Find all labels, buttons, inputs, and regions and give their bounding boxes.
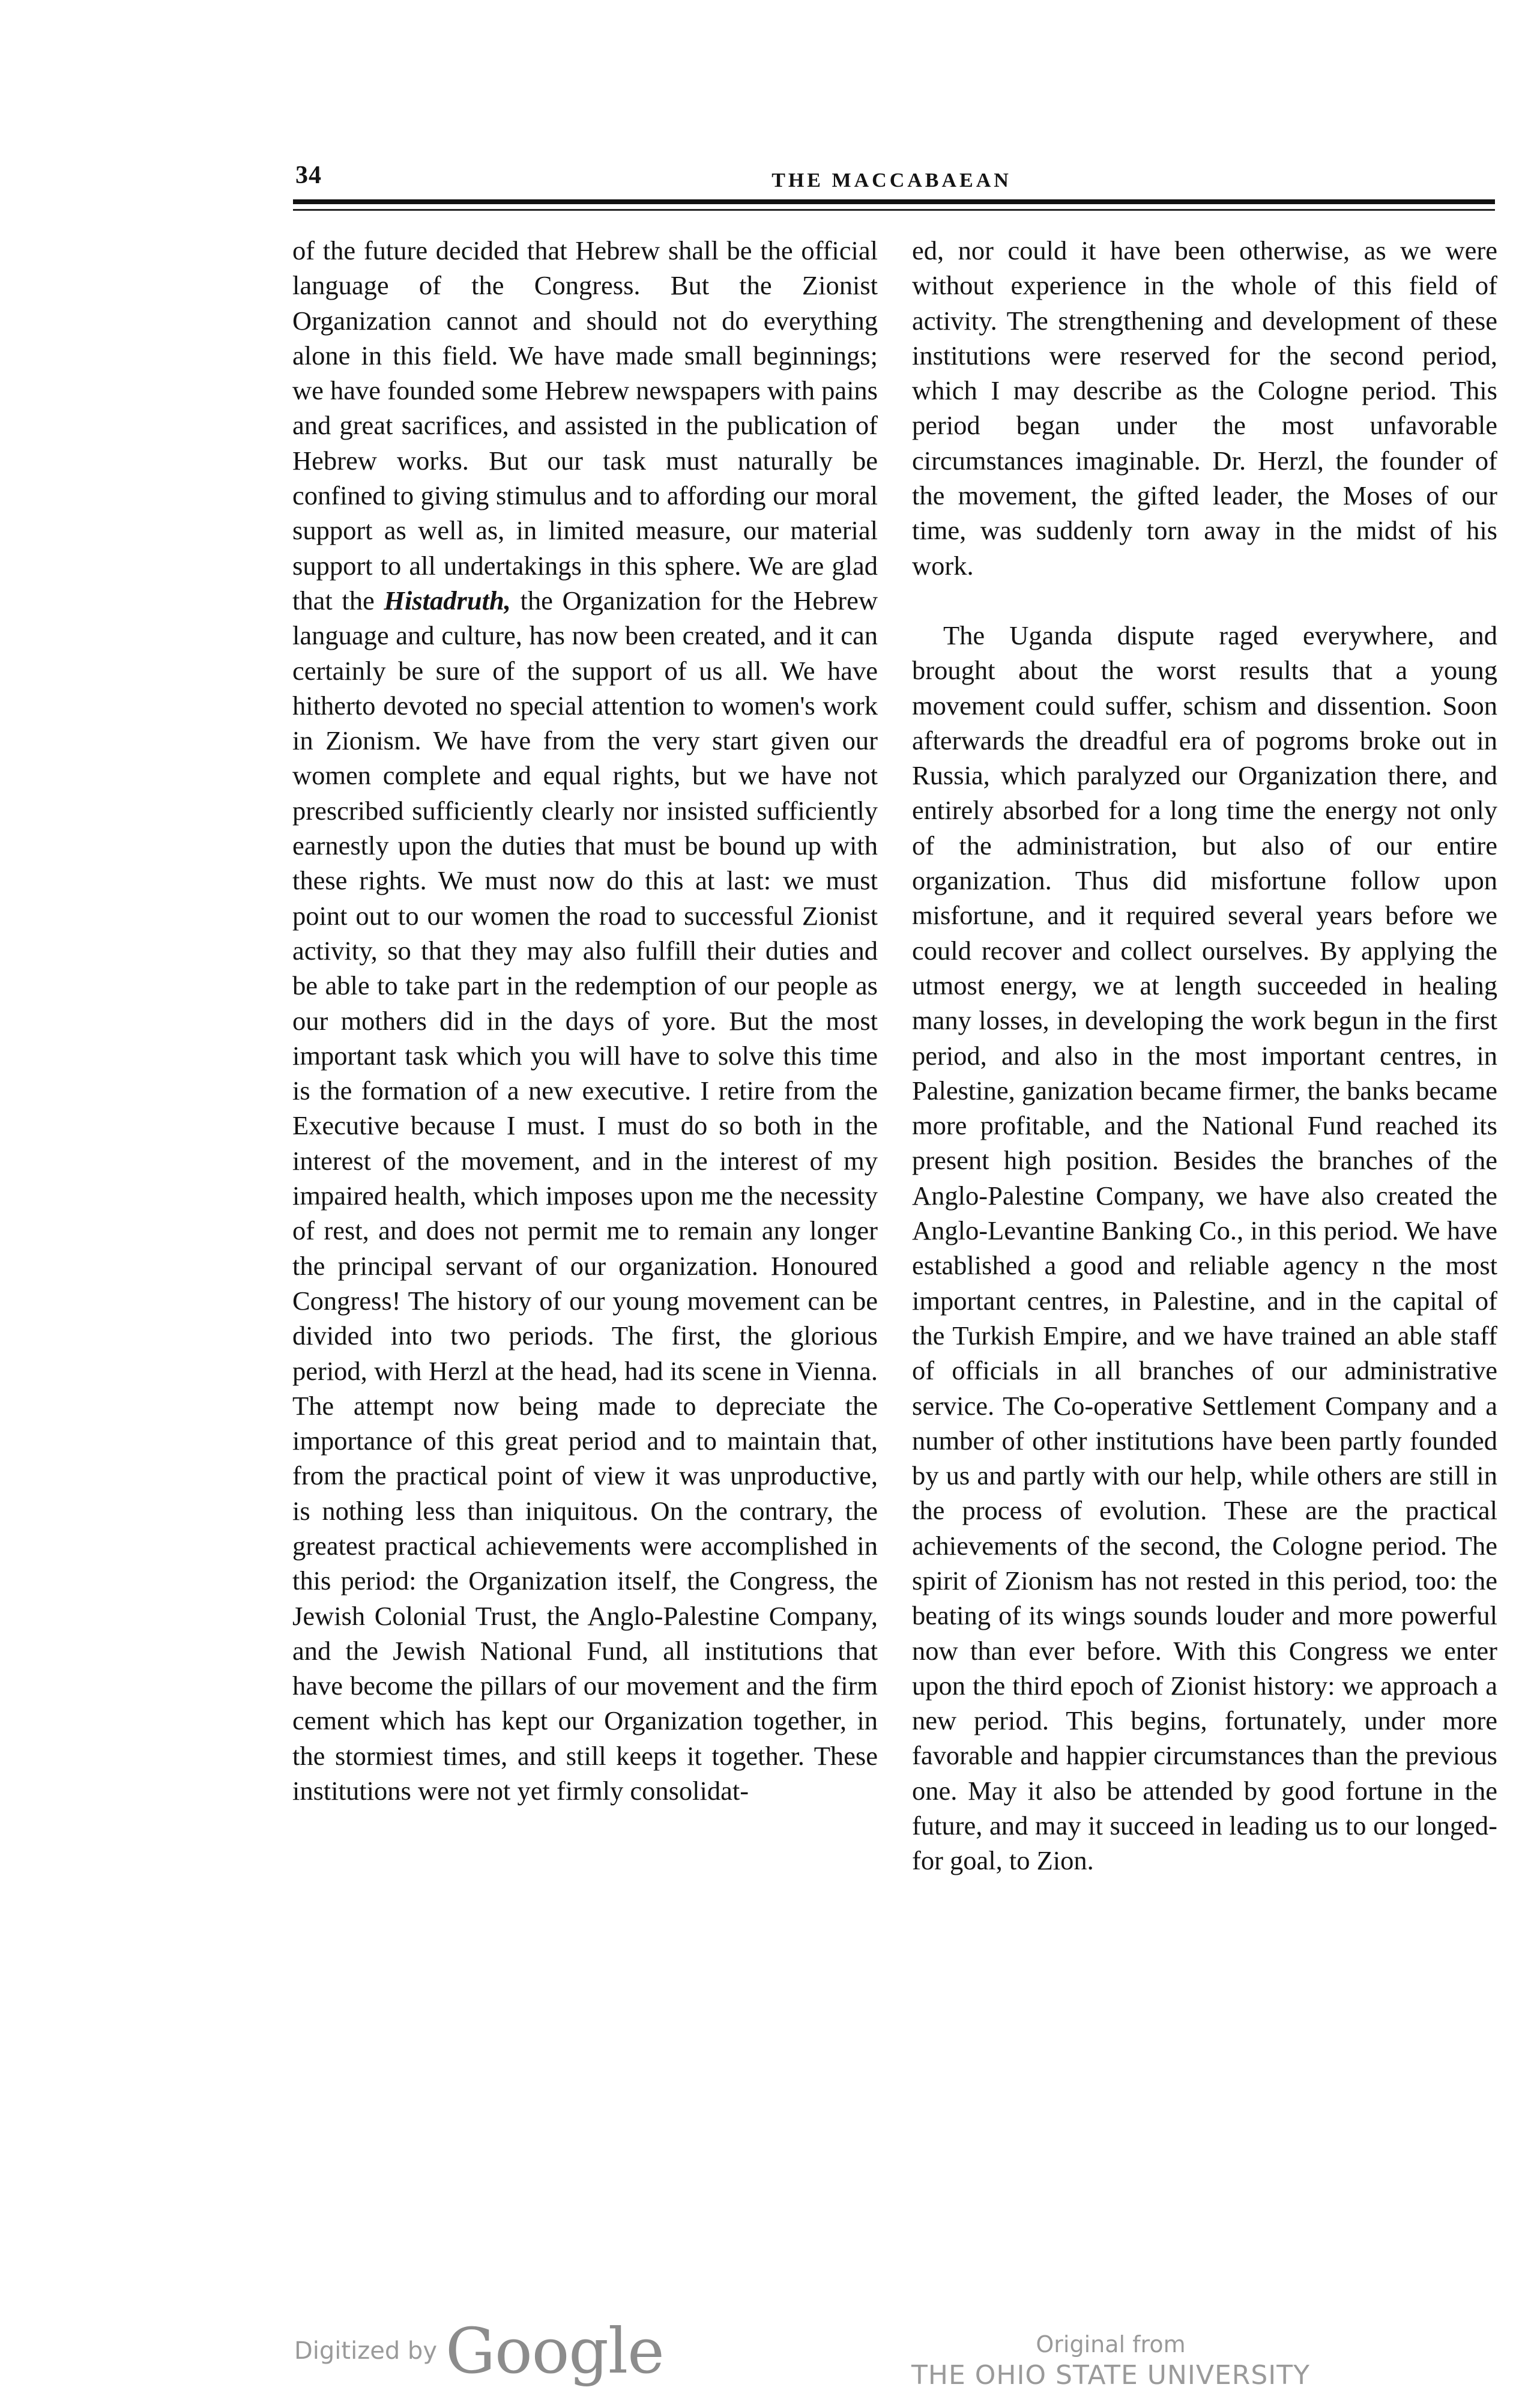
header-rule-thick — [293, 199, 1495, 204]
left-column — [292, 233, 878, 1808]
left-paragraph — [292, 233, 878, 1808]
histadruth-emphasis: Histadruth, — [384, 585, 511, 616]
digitized-by-label: Digitized by — [294, 2337, 437, 2365]
original-source-watermark — [865, 2330, 1357, 2392]
left-text-start: of the future decided that Hebrew shall be the official language of the Congress. But the Zionist Organization cannot and should not do everything alone in this field. We have made small beginnings; we have founded some Hebrew newspapers with pains and great sacrifices, and assisted in the publication of Hebrew works. But our task must naturally be confined to giving stimulus and to affording our moral support as well as, in limited measure, our material support to all undertakings in this sphere. We are glad that the — [292, 235, 878, 616]
right-paragraph-1: ed, nor could it have been otherwise, as we were without experience in the whole of this field of activity. The strengthening and development of these institutions were reserved for the second period, which I may describe as the Cologne period. This period began under the most unfavorable circumstances imaginable. Dr. Herzl, the founder of the movement, the gifted leader, the Moses of our time, was suddenly torn away in the midst of his work. — [912, 235, 1497, 581]
google-logo: Google — [445, 2314, 664, 2388]
running-title: THE MACCABAEAN — [772, 169, 1012, 192]
right-paragraph-2: The Uganda dispute raged everywhere, and brought about the worst results that a young movement could suffer, schism and dissention. Soon afterwards the dreadful era of pogroms broke out in Russia, which paralyzed our Organization there, and entirely absorbed for a long time the energy not only of the administration, but also of our entire organization. Thus did misfortune follow upon misfortune, and it required several years before we could recover and collect ourselves. By applying the utmost energy, we at length succeeded in healing many losses, in developing the work begun in the first period, and also in the most important centres, in Palestine, ganization became firmer, the banks became more profitable, and the National Fund reached its present high position. Besides the branches of the Anglo-Palestine Company, we have also created the Anglo-Levantine Banking Co., in this period. We have established a good and reliable agency n the most important centres, in Palestine, and in the capital of the Turkish Empire, and we have trained an able staff of officials in all branches of our administrative service. The Co-operative Settlement Company and a number of other institutions have been partly founded by us and partly with our help, while others are still in the process of evolution. These are the practical achievements of the second, the Cologne period. The spirit of Zionism has not rested in this period, too: the beating of its wings sounds louder and more powerful now than ever before. With this Congress we enter upon the third epoch of Zionist history: we approach a new period. This begins, fortunately, under more favorable and happier circumstances than the previous one. May it also be attended by good fortune in the future, and may it succeed in leading us to our longed-for goal, to Zion. — [912, 620, 1497, 1876]
original-from-label: Original from — [1036, 2331, 1186, 2358]
right-column — [912, 233, 1497, 1878]
digitized-by-google-watermark — [294, 2315, 664, 2387]
left-text-rest: the Organization for the Hebrew language and culture, has now been created, and it can certainly be sure of the support of us all. We have hitherto devoted no special attention to women's work in Zionism. We have from the very start given our women complete and equal rights, but we have not prescribed sufficiently clearly nor insisted sufficiently earnestly upon the duties that must be bound up with these rights. We must now do this at last: we must point out to our women the road to successful Zionist activity, so that they may also fulfill their duties and be able to take part in the redemption of our people as our mothers did in the days of yore. But the most important task which you will have to solve this time is the formation of a new executive. I retire from the Executive because I must. I must do so both in the interest of the movement, and in the interest of my impaired health, which imposes upon me the necessity of rest, and does not permit me to remain any longer the principal servant of our organization. Honoured Congress! The history of our young movement can be divided into two periods. The first, the glorious period, with Herzl at the head, had its scene in Vienna. The attempt now being made to depreciate the importance of this great period and to maintain that, from the practical point of view it was unproductive, is nothing less than iniquitous. On the contrary, the greatest practical achievements were accomplished in this period: the Organization itself, the Congress, the Jewish Colonial Trust, the Anglo-Palestine Company, and the Jewish National Fund, all institutions that have become the pillars of our movement and the firm cement which has kept our Organization together, in the stormiest times, and still keeps it together. These institutions were not yet firmly consolidat- — [292, 585, 878, 1806]
header-rule-thin — [293, 209, 1495, 211]
institution-name: THE OHIO STATE UNIVERSITY — [911, 2360, 1311, 2391]
page-number: 34 — [295, 162, 322, 189]
